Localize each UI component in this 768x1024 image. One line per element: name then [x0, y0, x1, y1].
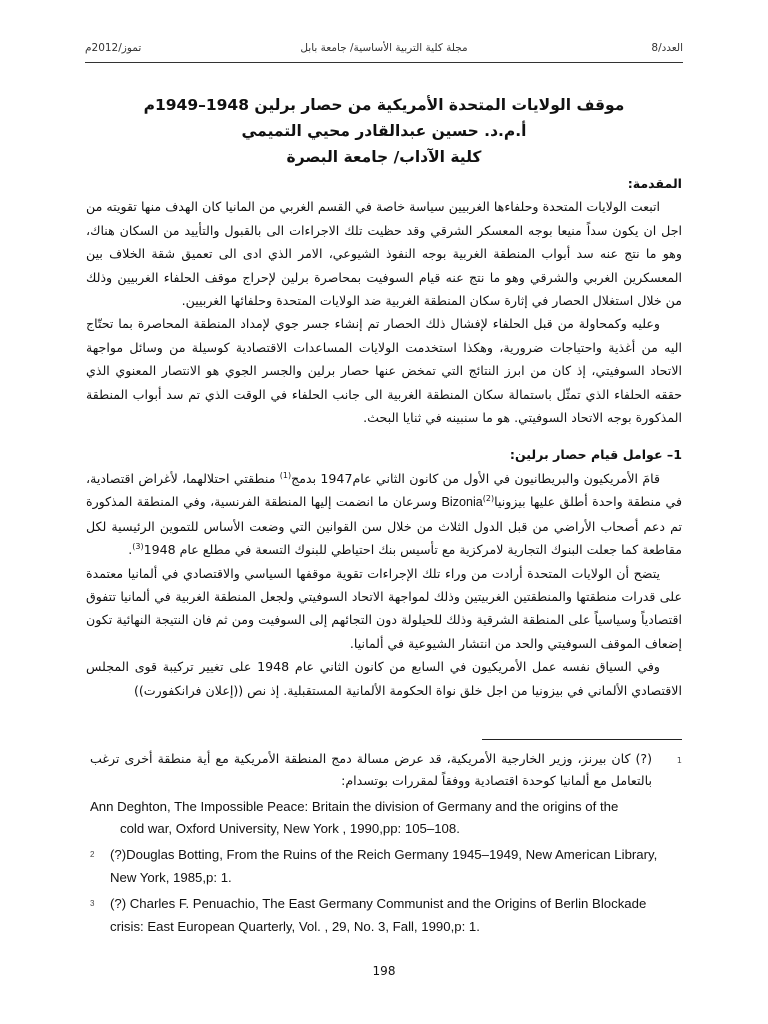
intro-heading: المقدمة:	[627, 176, 682, 191]
title-block	[80, 92, 688, 170]
intro-paragraph-1: اتبعت الولايات المتحدة وحلفاءها الغربيين سياسة خاصة في القسم الغربي من المانيا كان الهدف منها تقويته من اجل ان يكون سداً منيعا بوجه المعسكر الشرقي وقد حظيت تلك الاجراءات الى بالقبول والتأييد من السكان هناك، وهو ما نتج عنه سد أبواب المنطقة الغربية بوجه النفوذ الشيوعي، الامر الذي ادى الى تعميق شقة الخلاف بين المعسكرين الغربي والشرقي وهو ما نتج عنه قيام السوفيت بمحاصرة برلين لإحراج موقف الحلفاء الغربيين وذلك من خلال استغلال الحصار في إثارة سكان المنطقة الغربية ضد الولايات المتحدة وحلفائها الغربيين.	[86, 199, 682, 309]
footnote-1	[90, 748, 682, 792]
footnote-1-citation-line-2: cold war, Oxford University, New York , 1990,pp: 105–108.	[120, 821, 460, 836]
footnote-2	[90, 844, 682, 889]
footnote-1-citation	[90, 796, 682, 840]
header-issue: العدد/8	[651, 42, 683, 54]
footnote-ref-2: (2)	[482, 494, 495, 504]
p1-text-c: وسرعان ما انضمت إليها المنطقة الفرنسية، وفي المنطقة المذكورة تم دعم أصحاب الأراضي من قبل الدول الثلاث من خلال سن القوانين التي وضعت الأساس للتموين الرئيسية لكل مقاطعة كما جعلت البنوك التجارية لامركزية مع تأسيس بنك احتياطي للبنوك التسعة في مطلع عام 1948	[86, 494, 682, 558]
footnote-3-text: (?) Charles F. Penuachio, The East Germany Communist and the Origins of Berlin Blockade crisis: East European Quarterly, Vol. , 29, No. 3, Fall, 1990,p: 1.	[110, 896, 647, 934]
header-journal: مجلة كلية التربية الأساسية/ جامعة بابل	[300, 42, 468, 54]
intro-paragraph-2: وعليه وكمحاولة من قبل الحلفاء لإفشال ذلك الحصار تم إنشاء جسر جوي لإمداد المنطقة المحاصرة بما تحتّاج اليه من أغذية واحتياجات ضرورية، وهكذا استخدمت الولايات المساعدات الاقتصادية كوسيلة من وسائل مواجهة الاتحاد السوفيتي، إذ كان من ابرز النتائج التي تمخض عنها حصار برلين والجسر الجوي هو الانتصار المعنوي الذي حققه الحلفاء الذي تمثّل باستمالة سكان المنطقة الغربية الى جانب الحلفاء في الوقت الذي تم سد أبواب المنطقة المذكورة بوجه الاتحاد السوفيتي. هو ما سنبينه في ثنايا البحث.	[86, 316, 682, 426]
footnote-3-number: 3	[90, 899, 95, 908]
section-1-paragraph-3: وفي السياق نفسه عمل الأمريكيون في السابع من كانون الثاني عام 1948 على تغيير تركيبة قوى المجلس الاقتصادي الألماني في بيزونيا من اجل خلق نواة الحكومة الألمانية المستقبلية. إذ نص ((إعلان فرانكفورت))	[86, 659, 682, 698]
header-date: تموز/2012م	[85, 42, 142, 54]
footnote-2-text: (?)Douglas Botting, From the Ruins of the Reich Germany 1945–1949, New American Library, New York, 1985,p: 1.	[110, 847, 658, 885]
footnote-ref-3: (3)	[132, 541, 144, 551]
footnote-2-number: 2	[90, 850, 95, 859]
author-affiliation: كلية الآداب/ جامعة البصرة	[286, 148, 482, 166]
p1-latin-term: Bizonia	[441, 495, 483, 510]
body-text	[86, 172, 682, 702]
section-1-heading: 1– عوامل قيام حصار برلين:	[509, 447, 682, 463]
author-name: أ.م.د. حسين عبدالقادر محيي التميمي	[241, 122, 527, 140]
header-rule	[85, 62, 683, 63]
p1-text-b: منطقتي احتلالهما، لأغراض اقتصادية، في منطقة واحدة أطلق عليها بيزونيا	[86, 470, 683, 510]
page-number: 198	[372, 964, 396, 978]
p1-text-end: .	[128, 542, 133, 558]
section-1-paragraph-2: يتضح أن الولايات المتحدة أرادت من وراء تلك الإجراءات تقوية موقفها السياسي والاقتصادي في ألمانيا معتمدة على قدرات منطقتها والمنطقتين الغربيتين وذلك لمواجهة الاتحاد السوفيتي ولجعل المنطقة الغربية في ألمانيا تتفوق اقتصادياً وسياسياً على المنطقة الشرقية وذلك للحيلولة دون التجائهم إلى السوفيت ومن ثم فان النتيجة النهائية تكون إضعاف الموقف السوفيتي والحد من انتشار الشيوعية في ألمانيا.	[86, 565, 682, 651]
footnotes	[90, 748, 682, 938]
footnote-separator	[482, 739, 682, 740]
footnote-1-number: 1	[676, 756, 682, 765]
p1-text-a: قامَ الأمريكيون والبريطانيون في الأول من كانون الثاني عام1947 بدمج	[291, 470, 661, 486]
footnote-3	[90, 893, 682, 938]
section-1-paragraph-1	[86, 467, 682, 562]
footnote-1-arabic: (?) كان بيرنز، وزير الخارجية الأمريكية، قد عرض مسالة دمج المنطقة الأمريكية مع أية منطقة أخرى ترغب بالتعامل مع ألمانيا كوحدة اقتصادية ووفقاً لمقررات بوتسدام:	[90, 751, 652, 788]
footnote-1-citation-line-1: Ann Deghton, The Impossible Peace: Britain the division of Germany and the origins of the	[90, 799, 619, 814]
paper-title: موقف الولايات المتحدة الأمريكية من حصار برلين 1948–1949م	[143, 96, 625, 114]
footnote-ref-1: (1)	[279, 470, 292, 480]
running-header	[85, 42, 683, 62]
